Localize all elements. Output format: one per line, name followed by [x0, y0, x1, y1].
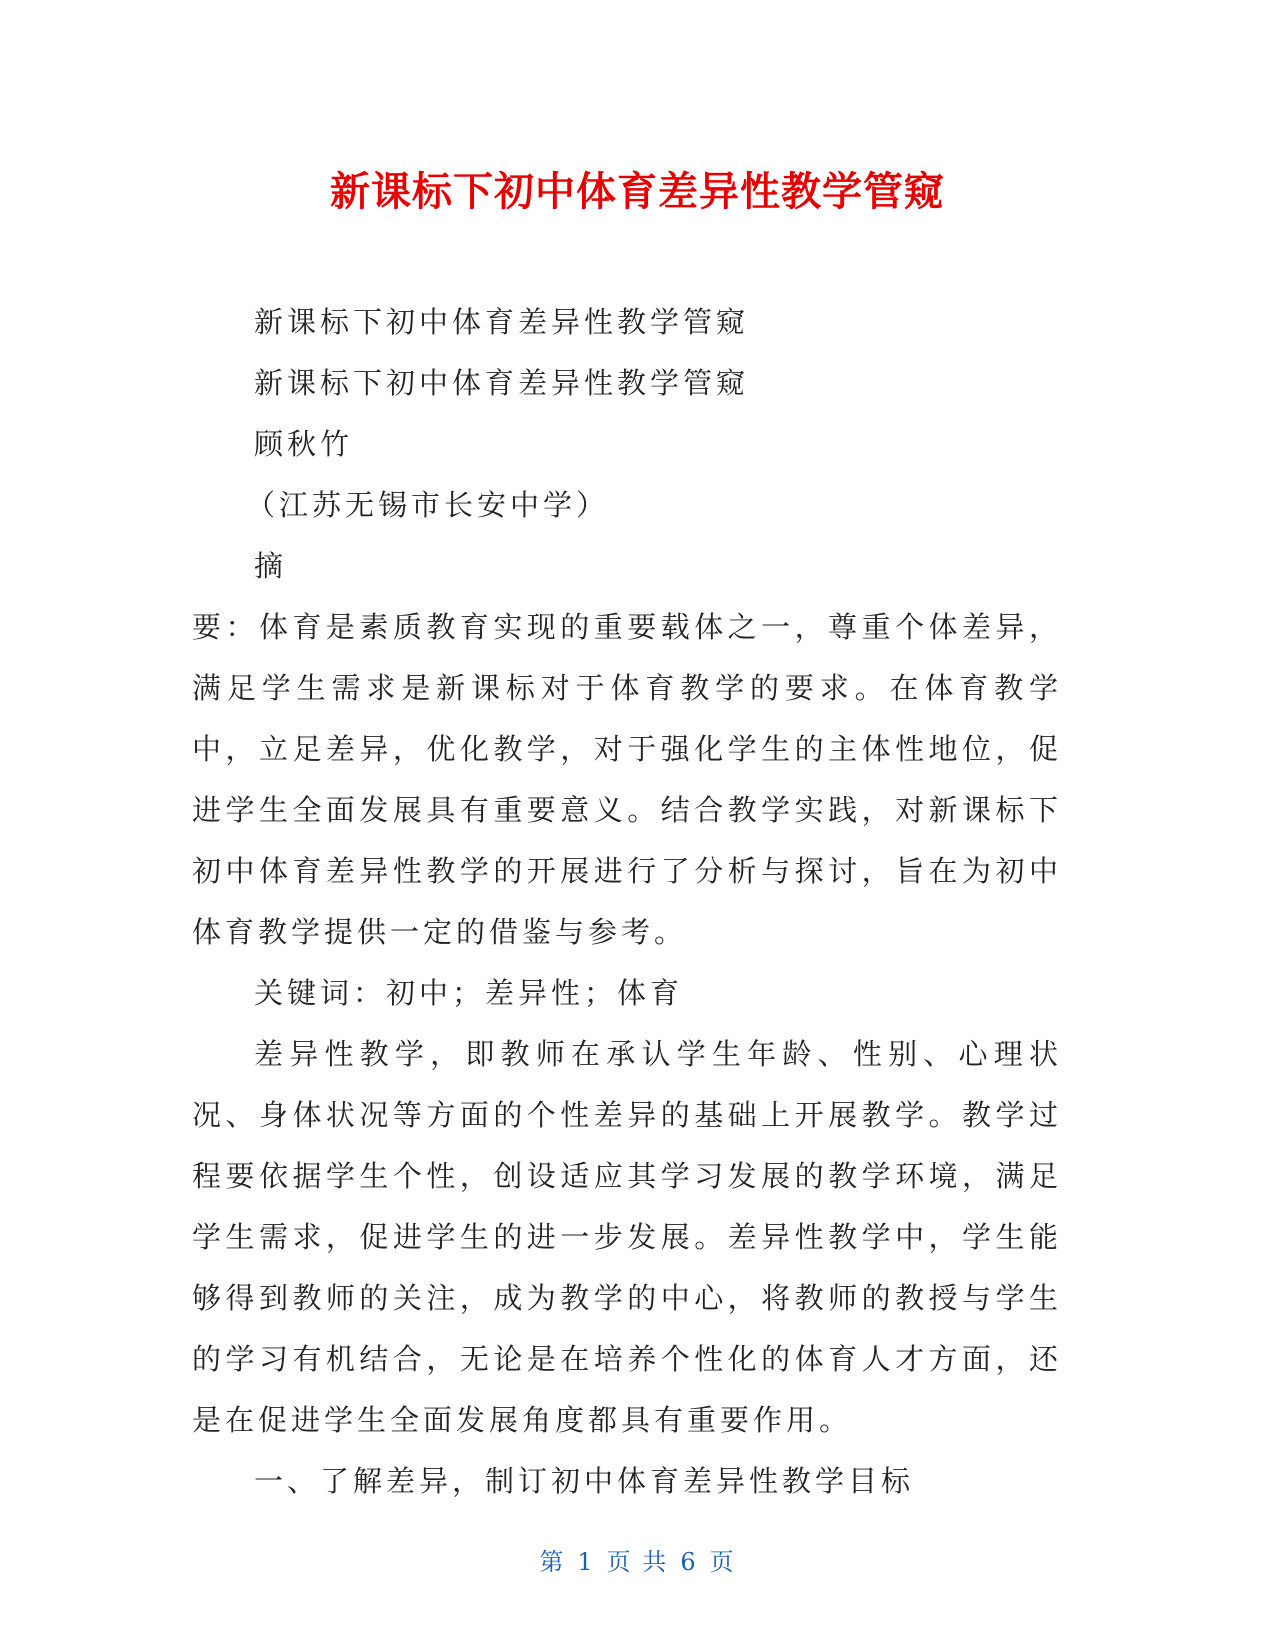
page-footer: [0, 1542, 1275, 1577]
footer-current-page: 1: [577, 1548, 595, 1576]
abstract-text: 要：体育是素质教育实现的重要载体之一，尊重个体差异，满足学生需求是新课标对于体育教学的要求。在体育教学中，立足差异，优化教学，对于强化学生的主体性地位，促进学生全面发展具有重要意义。结合教学实践，对新课标下初中体育差异性教学的开展进行了分析与探讨，旨在为初中体育教学提供一定的借鉴与参考。: [192, 610, 1062, 949]
abstract-label: 摘: [254, 549, 288, 583]
body-paragraph-repeat-title-1: 新课标下初中体育差异性教学管窥: [254, 305, 750, 339]
document-body: [192, 292, 1062, 1512]
body-paragraph-repeat-title-2: 新课标下初中体育差异性教学管窥: [254, 366, 750, 400]
body-paragraph-intro: 差异性教学，即教师在承认学生年龄、性别、心理状况、身体状况等方面的个性差异的基础上开展教学。教学过程要依据学生个性，创设适应其学习发展的教学环境，满足学生需求，促进学生的进一步发展。差异性教学中，学生能够得到教师的关注，成为教学的中心，将教师的教授与学生的学习有机结合，无论是在培养个性化的体育人才方面，还是在促进学生全面发展角度都具有重要作用。: [192, 1037, 1062, 1437]
footer-total-pages: 6: [680, 1548, 698, 1576]
keywords: 关键词：初中；差异性；体育: [254, 976, 684, 1010]
footer-prefix: 第: [539, 1548, 566, 1576]
section-heading-1: 一、了解差异，制订初中体育差异性教学目标: [254, 1464, 915, 1498]
author-affiliation: （江苏无锡市长安中学）: [246, 488, 610, 522]
footer-middle: 页 共: [606, 1548, 669, 1576]
footer-suffix: 页: [709, 1548, 736, 1576]
document-title: 新课标下初中体育差异性教学管窥: [330, 169, 945, 215]
author-name: 顾秋竹: [254, 427, 354, 461]
